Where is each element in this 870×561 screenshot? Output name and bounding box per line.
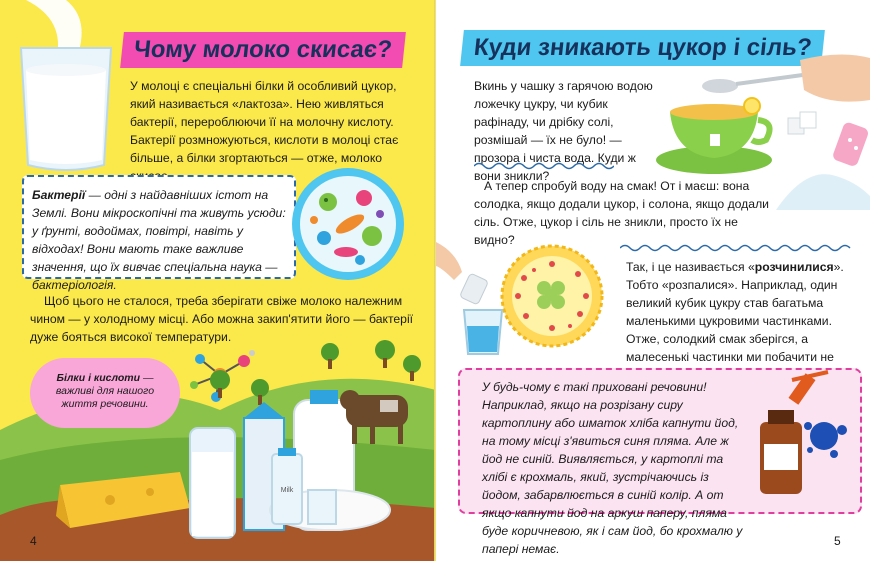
paragraph-sugar-dissolve: Вкинь у чашку з гарячою водою ложечку цукру, чи кубик рафінаду, чи дрібку солі, розмішай — їх не було! — прозора і чиста вода. Куди ж вони зникли? [474, 79, 653, 183]
salt-pile-icon [776, 166, 870, 210]
bacteria-text: — одні з найдавніших істот на Землі. Вони мікроскопічні та живуть усюди: у ґрунті, водоймах, повітрі, навіть у відходах! Вони мають таке важливе значення, що їх вивчає спеціальна наука — бактеріологія. [32, 188, 286, 292]
wave-divider-2 [620, 243, 852, 253]
bacteria-term: Бактерії [32, 188, 86, 202]
proteins-text: — важливі для нашого життя речовини. [55, 372, 155, 410]
water-glass-icon [460, 306, 506, 356]
page-number-left: 4 [30, 534, 37, 548]
bacteria-paragraph [32, 186, 287, 294]
paragraph-storage: Щоб цього не сталося, треба зберігати свіже молоко належним чином — у холодному місці. Або можна закип'ятити його — бактерії дуже бояться високої температури. [30, 294, 414, 344]
dissolving-sugar-icon [500, 244, 604, 348]
sugar-cubes-icon [784, 110, 820, 138]
proteins-cloud-text [38, 372, 172, 411]
wave-divider-1 [474, 161, 614, 171]
paragraph-taste: А тепер спробуй воду на смак! От і маєш: вона солодка, якщо додали цукор, і солона, якщо додали сіль. Отже, цукор і сіль не зникли, просто їх не видно? [474, 179, 769, 247]
dissolved-term: розчинилися [754, 260, 834, 274]
tea-cup-icon [654, 94, 784, 176]
milk-bottle-label: Milk [280, 487, 294, 494]
milk-glass-icon [6, 0, 126, 175]
bacteria-bubble [292, 168, 404, 280]
bacteria-icon [300, 176, 396, 272]
page-title-right: Куди зникають цукор і сіль? [460, 30, 825, 66]
page-title-left: Чому молоко скисає? [120, 32, 406, 68]
proteins-term: Білки і кислоти [56, 372, 141, 384]
ink-splash-icon [800, 412, 848, 460]
dissolved-post: ». Тобто «розпалися». Наприклад, один великий кубик цукру став багатьма маленькими цукровими частинками. Отже, солодкий смак зберігся, а малесенькі частинки ми побачити не [626, 260, 844, 364]
paragraph-lactose: У молоці є спеціальні білки й особливий цукор, який називається «лактоза». Нею живляться бактерії, перероблюючи її на молочну кислоту. Бактерії розмножуються, кислоти в молоці стає більше, а білки згортаються — отже, молоко [130, 79, 399, 165]
salt-shaker-icon [830, 118, 870, 168]
paragraph-iodine: У будь-чому є такі приховані речовини! Наприклад, якщо на розрізану сиру картоплину або шматок хліба капнути йод, на тому місці з'явиться синя пляма. Але ж йод не синій. Виявляється, у картоплі та хлібі є крохмаль, який, зустрічаючись із йодом, забарвлюється в синій колір. А от якщо капнути йод на аркуш паперу, пляма буде коричневою, як і сам йод, бо крохмалю у папері немає. [482, 380, 743, 556]
page-number-right: 5 [834, 534, 841, 548]
dissolved-pre: Так, і це називається « [626, 260, 755, 274]
paragraph-dissolved [626, 258, 852, 384]
hand-shaker-icon [436, 232, 496, 312]
